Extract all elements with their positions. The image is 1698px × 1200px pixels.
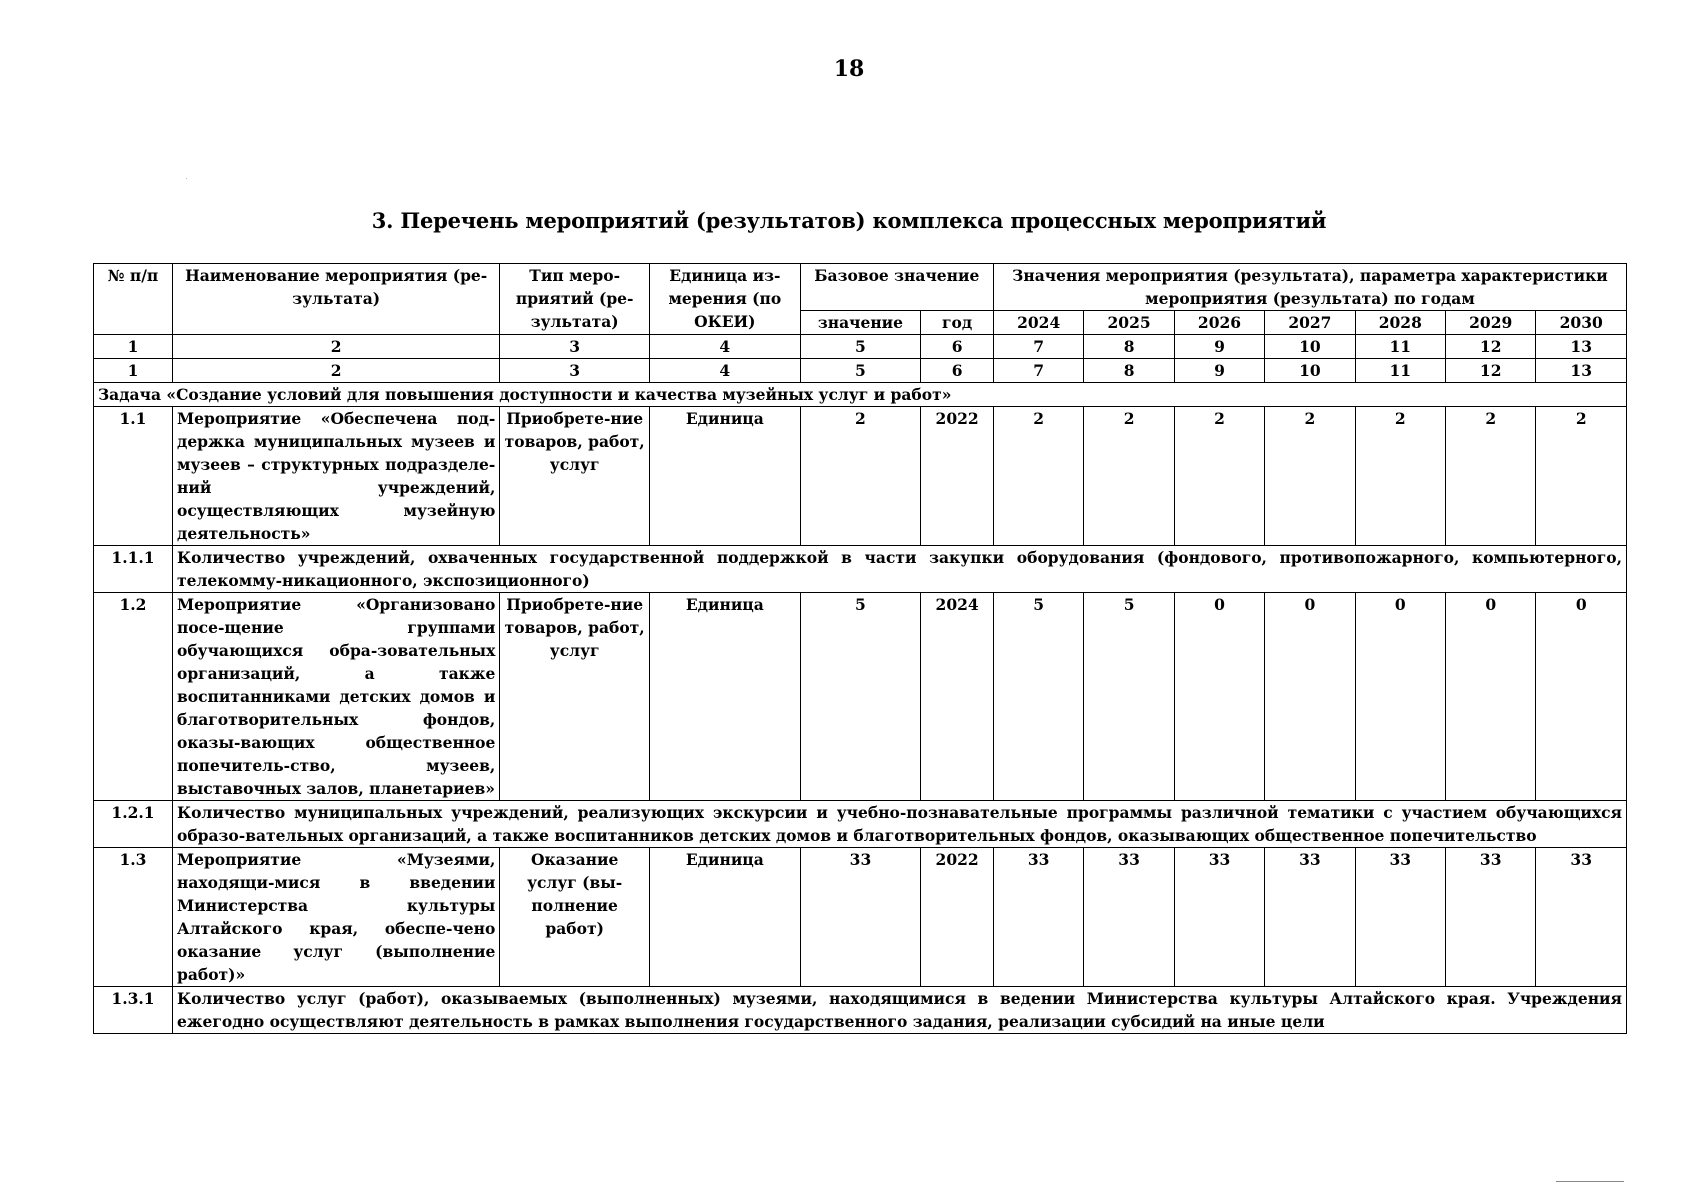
measure-type: Приобрете-ние товаров, работ, услуг	[500, 407, 650, 546]
measure-base-year: 2024	[921, 593, 994, 801]
index-cell: 12	[1446, 359, 1536, 383]
indicator-text: Количество учреждений, охваченных государственной поддержкой в части закупки оборудования (фондового, противопожарного, компьютерного, телекомму-никационного, экспозиционного)	[172, 546, 1626, 593]
document-title: 3. Перечень мероприятий (результатов) комплекса процессных мероприятий	[371, 208, 1327, 233]
column-index-row	[94, 359, 1627, 383]
measure-base-year: 2022	[921, 407, 994, 546]
header-year: 2026	[1174, 311, 1264, 335]
header-year: 2025	[1084, 311, 1174, 335]
index-cell: 7	[993, 359, 1083, 383]
measure-value: 2	[1174, 407, 1264, 546]
measure-value: 2	[1446, 407, 1536, 546]
measure-value: 2	[993, 407, 1083, 546]
measure-value: 5	[993, 593, 1083, 801]
index-cell: 2	[172, 335, 499, 359]
index-cell: 13	[1536, 359, 1627, 383]
indicator-num: 1.2.1	[94, 801, 173, 848]
indicator-num: 1.3.1	[94, 987, 173, 1034]
indicator-row	[94, 801, 1627, 848]
measure-unit: Единица	[649, 848, 800, 987]
measure-unit: Единица	[649, 407, 800, 546]
measure-value: 0	[1265, 593, 1355, 801]
measure-unit: Единица	[649, 593, 800, 801]
header-year: 2030	[1536, 311, 1627, 335]
measure-value: 2	[1084, 407, 1174, 546]
index-cell: 6	[921, 335, 994, 359]
measure-num: 1.2	[94, 593, 173, 801]
indicator-num: 1.1.1	[94, 546, 173, 593]
index-cell: 1	[94, 359, 173, 383]
measure-base-year: 2022	[921, 848, 994, 987]
measure-value: 2	[1355, 407, 1445, 546]
measures-table	[93, 263, 1627, 1034]
measure-type: Приобрете-ние товаров, работ, услуг	[500, 593, 650, 801]
indicator-row	[94, 987, 1627, 1034]
measure-name: Мероприятие «Организовано посе-щение группами обучающихся обра-зовательных организаций, а также воспитанниками детских домов и благотворительных фондов, оказы-вающих общественное попечитель-ство, музеев, выставочных залов, планетариев»	[172, 593, 499, 801]
indicator-text: Количество муниципальных учреждений, реализующих экскурсии и учебно-познавательные программы различной тематики с участием обучающихся образо-вательных организаций, а также воспитанников детских домов и благотворительных фондов, оказывающих общественное попечительство	[172, 801, 1626, 848]
index-cell: 2	[172, 359, 499, 383]
measure-value: 33	[1265, 848, 1355, 987]
measure-row	[94, 848, 1627, 987]
index-cell: 3	[500, 359, 650, 383]
measure-value: 2	[1265, 407, 1355, 546]
index-cell: 12	[1446, 335, 1536, 359]
header-year: 2029	[1446, 311, 1536, 335]
index-cell: 11	[1355, 359, 1445, 383]
measure-value: 5	[1084, 593, 1174, 801]
index-cell: 6	[921, 359, 994, 383]
measure-value: 0	[1536, 593, 1627, 801]
index-cell: 5	[800, 335, 921, 359]
index-cell: 13	[1536, 335, 1627, 359]
measure-base-value: 5	[800, 593, 921, 801]
header-year: 2028	[1355, 311, 1445, 335]
header-year: 2027	[1265, 311, 1355, 335]
column-index-row	[94, 335, 1627, 359]
header-base-year: год	[921, 311, 994, 335]
measure-name: Мероприятие «Музеями, находящи-мися в введении Министерства культуры Алтайского края, обеспе-чено оказание услуг (выполнение работ)»	[172, 848, 499, 987]
measure-base-value: 33	[800, 848, 921, 987]
index-cell: 7	[993, 335, 1083, 359]
header-year: 2024	[993, 311, 1083, 335]
header-base-value: значение	[800, 311, 921, 335]
measure-value: 33	[1355, 848, 1445, 987]
measure-base-value: 2	[800, 407, 921, 546]
header-base: Базовое значение	[800, 264, 993, 311]
measure-num: 1.1	[94, 407, 173, 546]
measure-row	[94, 593, 1627, 801]
measure-type: Оказание услуг (вы-полнение работ)	[500, 848, 650, 987]
measure-value: 2	[1536, 407, 1627, 546]
index-cell: 10	[1265, 359, 1355, 383]
measure-value: 0	[1355, 593, 1445, 801]
index-cell: 9	[1174, 335, 1264, 359]
index-cell: 3	[500, 335, 650, 359]
index-cell: 5	[800, 359, 921, 383]
measure-row	[94, 407, 1627, 546]
measure-num: 1.3	[94, 848, 173, 987]
measure-value: 0	[1446, 593, 1536, 801]
task-row	[94, 383, 1627, 407]
header-values-group: Значения мероприятия (результата), параметра характеристики мероприятия (результата) по годам	[993, 264, 1626, 311]
index-cell: 1	[94, 335, 173, 359]
indicator-row	[94, 546, 1627, 593]
measure-name: Мероприятие «Обеспечена под-держка муниципальных музеев и музеев – структурных подразделе-ний учреждений, осуществляющих музейную деятельность»	[172, 407, 499, 546]
header-unit: Единица из-мерения (по ОКЕИ)	[649, 264, 800, 335]
footer-rule	[1556, 1181, 1624, 1182]
indicator-text: Количество услуг (работ), оказываемых (выполненных) музеями, находящимися в ведении Министерства культуры Алтайского края. Учреждения ежегодно осуществляют деятельность в рамках выполнения государственного задания, реализации субсидий на иные цели	[172, 987, 1626, 1034]
index-cell: 8	[1084, 335, 1174, 359]
measure-value: 0	[1174, 593, 1264, 801]
measure-value: 33	[993, 848, 1083, 987]
measure-value: 33	[1446, 848, 1536, 987]
index-cell: 11	[1355, 335, 1445, 359]
index-cell: 9	[1174, 359, 1264, 383]
measure-value: 33	[1536, 848, 1627, 987]
measure-value: 33	[1174, 848, 1264, 987]
index-cell: 8	[1084, 359, 1174, 383]
index-cell: 4	[649, 335, 800, 359]
measure-value: 33	[1084, 848, 1174, 987]
index-cell: 4	[649, 359, 800, 383]
scan-artifact	[186, 178, 187, 179]
index-cell: 10	[1265, 335, 1355, 359]
page-number: 18	[833, 56, 865, 82]
task-cell: Задача «Создание условий для повышения доступности и качества музейных услуг и работ»	[94, 383, 1627, 407]
header-type: Тип меро-приятий (ре-зультата)	[500, 264, 650, 335]
header-name: Наименование мероприятия (ре-зультата)	[172, 264, 499, 335]
header-num: № п/п	[94, 264, 173, 335]
